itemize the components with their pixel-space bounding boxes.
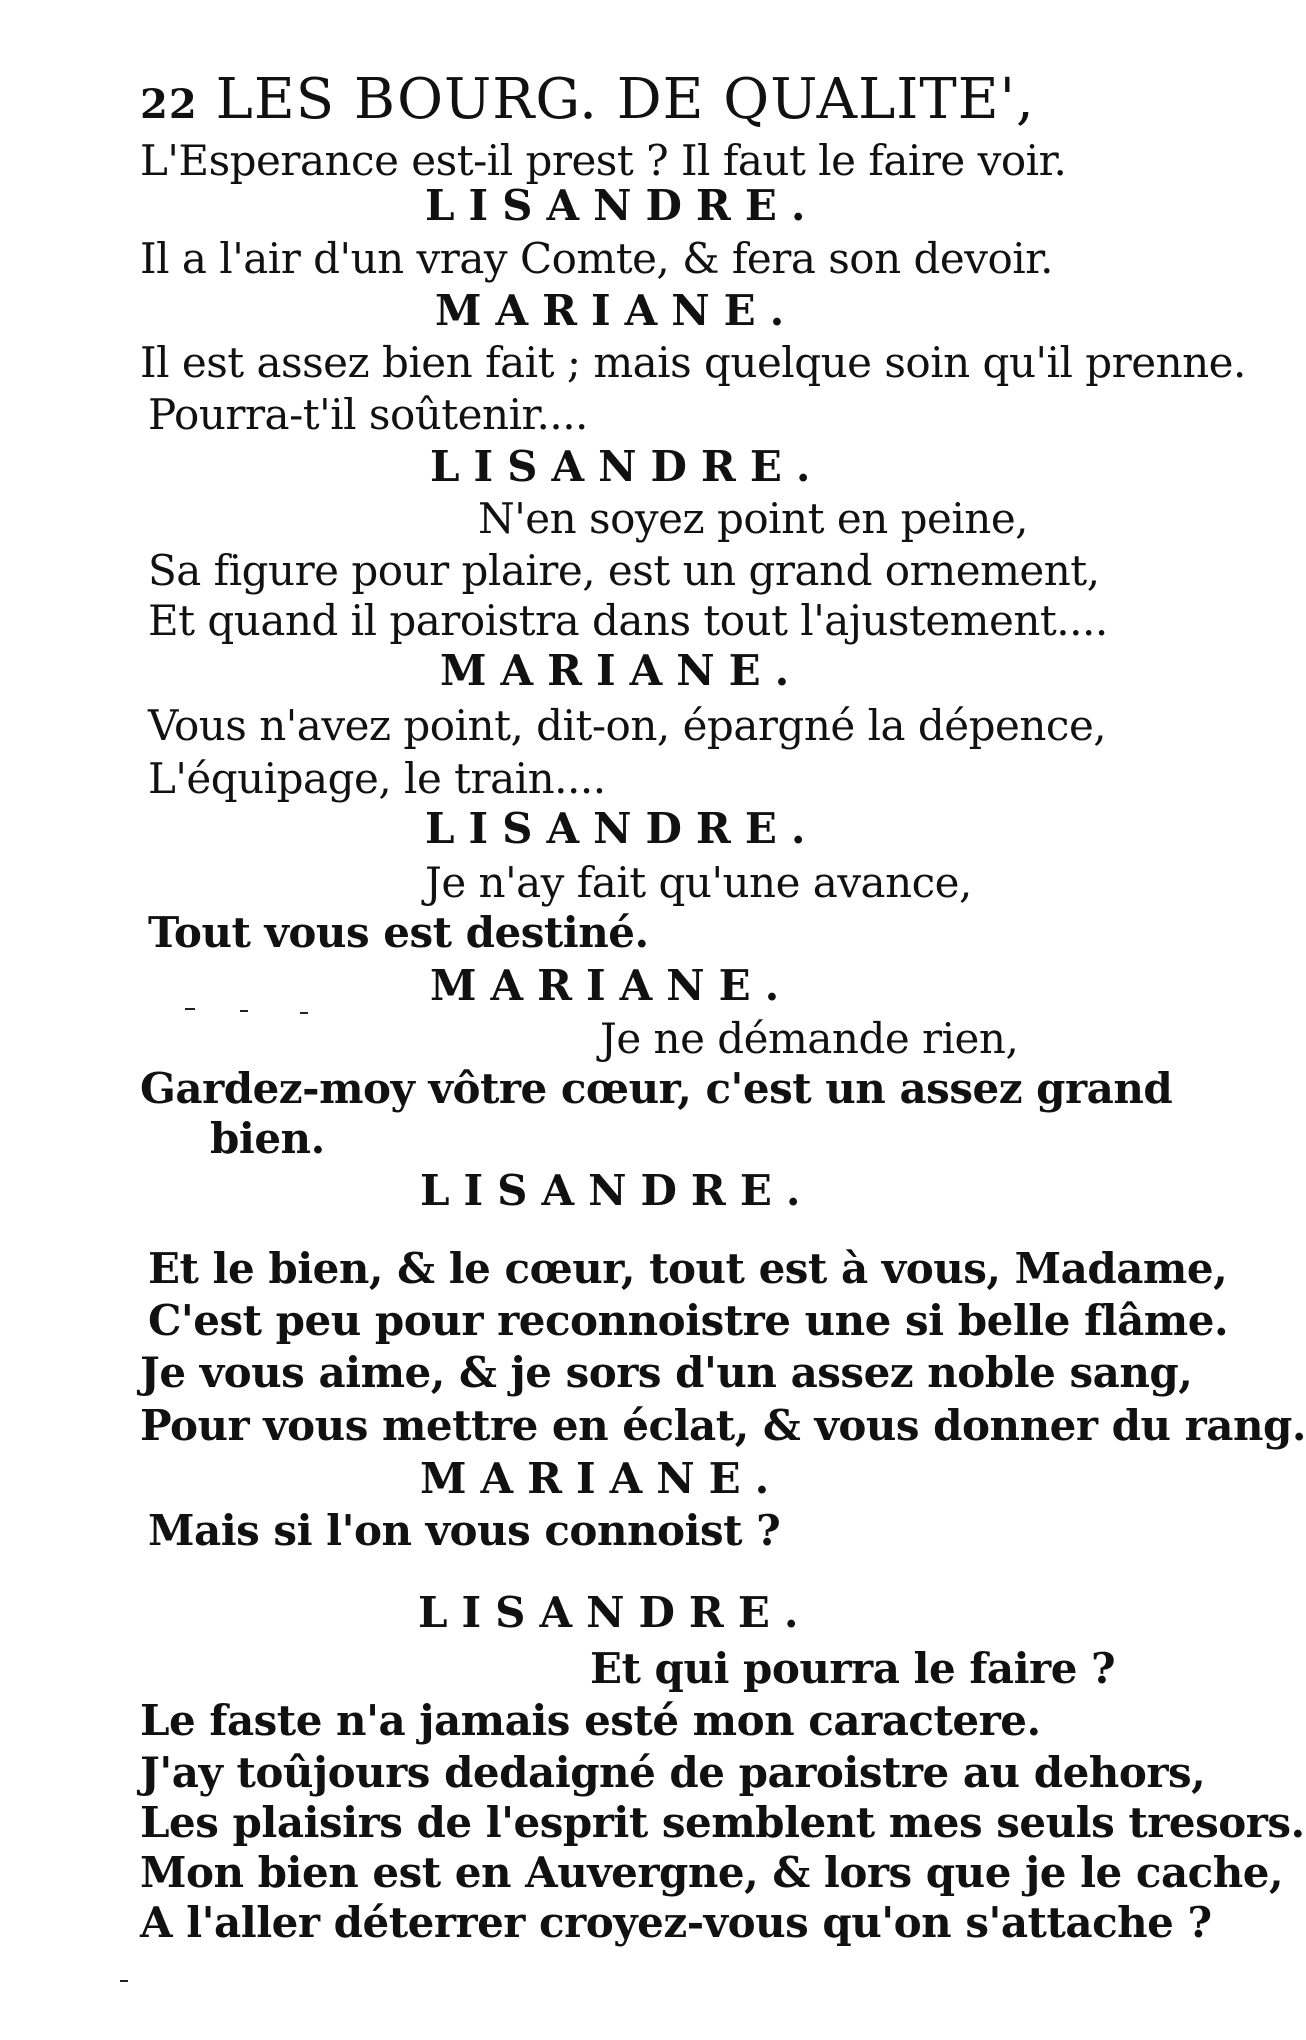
verse-line: Je n'ay fait qu'une avance, xyxy=(425,858,972,907)
verse-line: Vous n'avez point, dit-on, épargné la dépence, xyxy=(148,701,1107,750)
verse-line: Pourra-t'il soûtenir.... xyxy=(148,390,588,439)
speaker-name: LISANDRE. xyxy=(425,804,820,853)
verse-line: Mon bien est en Auvergne, & lors que je le cache, xyxy=(140,1848,1284,1897)
running-title: LES BOURG. DE QUALITE', xyxy=(215,67,1035,132)
verse-line: L'Esperance est-il prest ? Il faut le faire voir. xyxy=(140,136,1067,185)
verse-line: J'ay toûjours dedaigné de paroistre au dehors, xyxy=(140,1748,1206,1797)
speaker-name: MARIANE. xyxy=(440,646,804,695)
verse-line: Pour vous mettre en éclat, & vous donner du rang. xyxy=(140,1401,1306,1450)
verse-line: Mais si l'on vous connoist ? xyxy=(148,1506,781,1555)
verse-line: Je vous aime, & je sors d'un assez noble sang, xyxy=(140,1348,1193,1397)
speaker-name: LISANDRE. xyxy=(430,442,825,491)
ink-speck xyxy=(300,1012,308,1014)
verse-line: A l'aller déterrer croyez-vous qu'on s'attache ? xyxy=(140,1898,1212,1947)
speaker-name: MARIANE. xyxy=(420,1454,784,1503)
ink-speck xyxy=(240,1010,248,1012)
speaker-name: MARIANE. xyxy=(435,286,799,335)
ink-speck xyxy=(120,1980,128,1982)
verse-line: Il est assez bien fait ; mais quelque soin qu'il prenne. xyxy=(140,338,1246,387)
verse-line: Je ne démande rien, xyxy=(600,1014,1019,1063)
verse-line: Le faste n'a jamais esté mon caractere. xyxy=(140,1696,1041,1745)
verse-line: Les plaisirs de l'esprit semblent mes seuls tresors. xyxy=(140,1798,1305,1847)
speaker-name: LISANDRE. xyxy=(420,1166,815,1215)
verse-line: Sa figure pour plaire, est un grand ornement, xyxy=(148,546,1100,595)
verse-line: Et quand il paroistra dans tout l'ajustement.... xyxy=(148,596,1108,645)
verse-line: Gardez-moy vôtre cœur, c'est un assez grand xyxy=(140,1064,1173,1113)
speaker-name: LISANDRE. xyxy=(418,1588,813,1637)
verse-line: Et qui pourra le faire ? xyxy=(590,1644,1116,1693)
verse-line: C'est peu pour reconnoistre une si belle flâme. xyxy=(148,1296,1229,1345)
speaker-name: LISANDRE. xyxy=(425,181,820,230)
verse-line: Et le bien, & le cœur, tout est à vous, Madame, xyxy=(148,1244,1228,1293)
verse-line: Il a l'air d'un vray Comte, & fera son devoir. xyxy=(140,234,1053,283)
ink-speck xyxy=(185,1008,195,1010)
page-header xyxy=(140,67,1035,132)
verse-line: Tout vous est destiné. xyxy=(148,908,649,957)
speaker-name: MARIANE. xyxy=(430,961,794,1010)
verse-line: bien. xyxy=(210,1114,325,1163)
page-number: 22 xyxy=(140,81,198,128)
verse-line: N'en soyez point en peine, xyxy=(478,494,1029,543)
verse-line: L'équipage, le train.... xyxy=(148,754,606,803)
